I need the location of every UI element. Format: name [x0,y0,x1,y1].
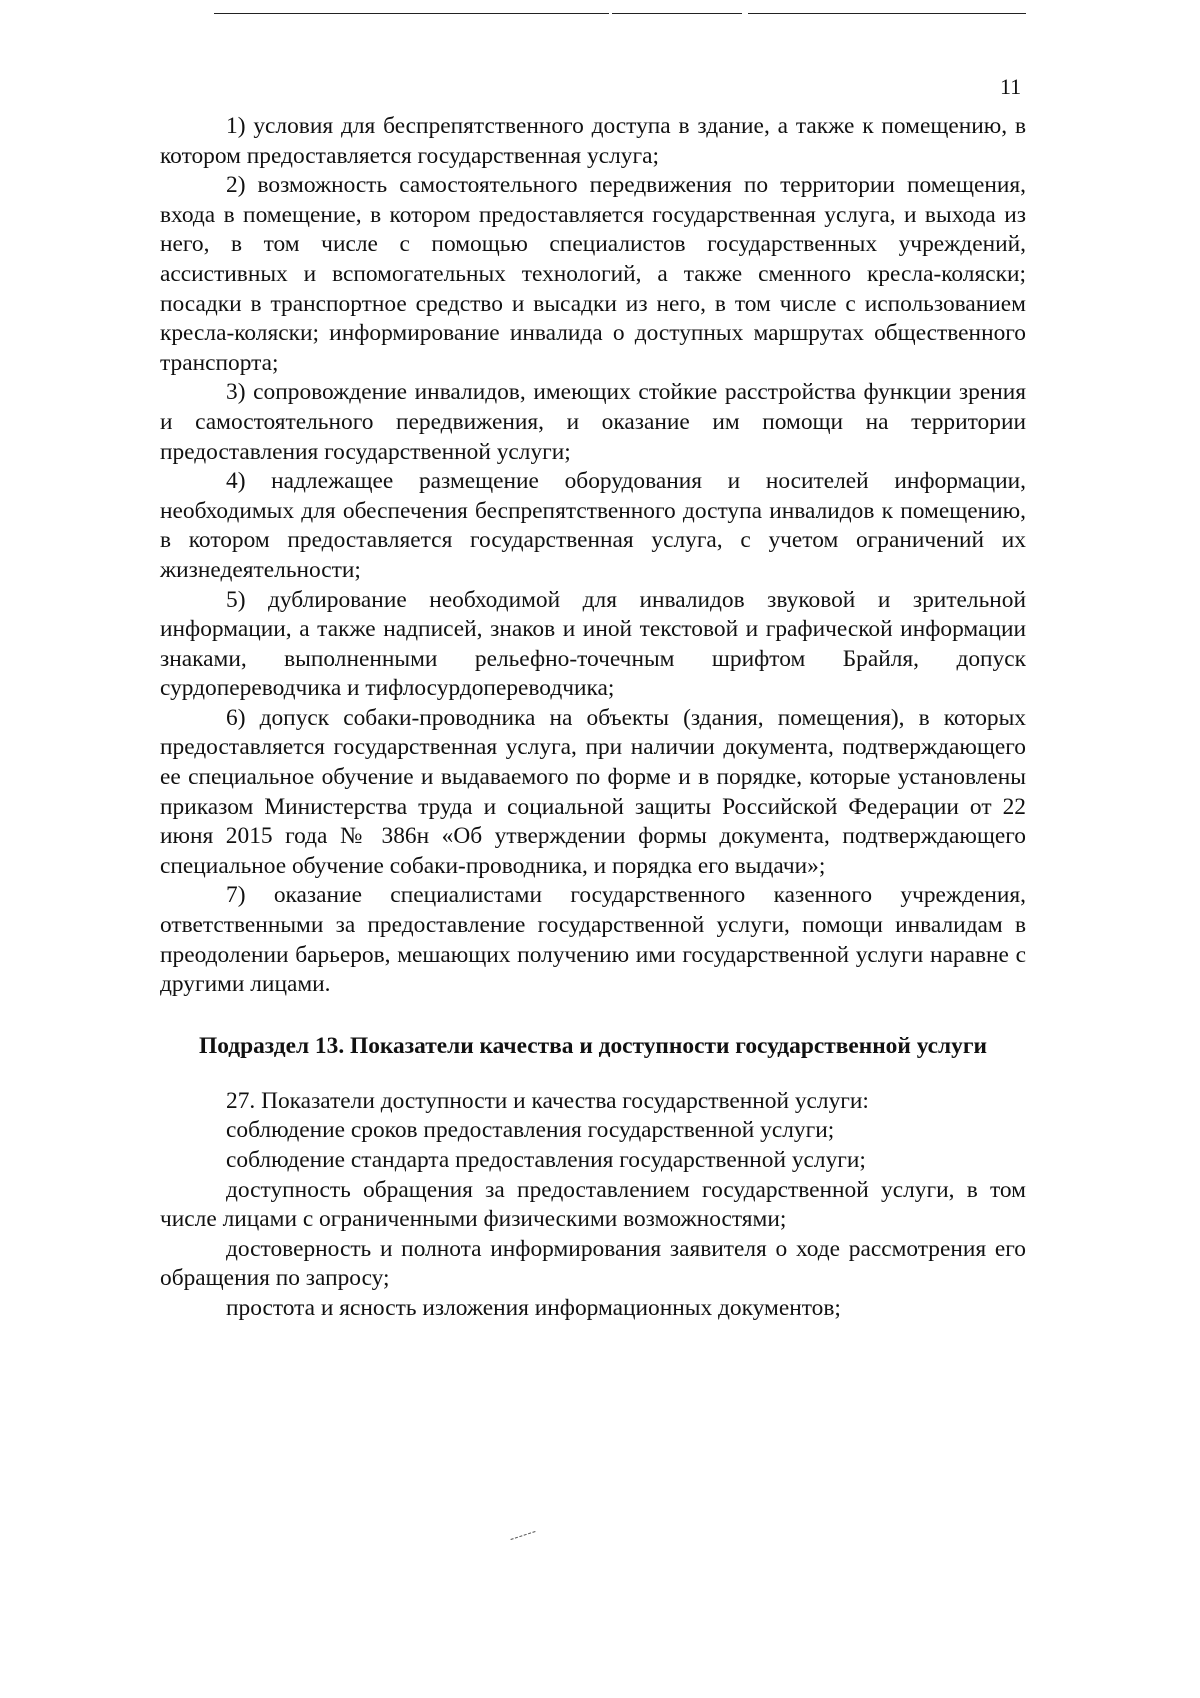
list-item-2: 2) возможность самостоятельного передвижения по территории помещения, входа в помещение, в котором предоставляется государственная услуга, и выхода из него, в том числе с помощью специалистов государственных учреждений, ассистивных и вспомогательных технологий, а также сменного кресла-коляски; посадки в транспортное средство и высадки из него, в том числе с использованием кресла-коляски; информирование инвалида о доступных маршрутах общественного транспорта; [160,172,1026,376]
section-item-standard: соблюдение стандарта предоставления государственной услуги; [226,1147,866,1173]
top-rule-middle [612,13,742,14]
section-item-informing: достоверность и полнота информирования заявителя о ходе рассмотрения его обращения по запросу; [160,1235,1026,1292]
page-number: 11 [1000,74,1022,99]
section-item-27: 27. Показатели доступности и качества государственной услуги: [226,1087,869,1114]
section-item-clarity: простота и ясность изложения информационных документов; [226,1294,841,1321]
section-item-accessibility: доступность обращения за предоставлением государственной услуги, в том числе лицами с ограниченными физическими возможностями; [160,1176,1026,1233]
scan-mark [510,1531,535,1540]
list-item-4: 4) надлежащее размещение оборудования и носителей информации, необходимых для обеспечения беспрепятственного доступа инвалидов к помещению, в котором предоставляется государственная услуга, с учетом ограничений их жизнедеятельности; [160,468,1026,583]
section-heading: Подраздел 13. Показатели качества и доступности государственной услуги [199,1032,987,1059]
list-item-7: 7) оказание специалистами государственного казенного учреждения, ответственными за предоставление государственной услуги, помощи инвалидам в преодолении барьеров, мешающих получению ими государственной услуги наравне с другими лицами. [160,882,1026,998]
list-item-5: 5) дублирование необходимой для инвалидов звуковой и зрительной информации, а также надписей, знаков и иной текстовой и графической информации знаками, выполненными рельефно-точечным шрифтом Брайля, допуск сурдопереводчика и тифлосурдопереводчика; [160,586,1026,702]
document-body [160,112,1026,1324]
top-rule-left [214,13,609,14]
list-item-1: 1) условия для беспрепятственного доступа в здание, а также к помещению, в котором предоставляется государственная услуга; [160,113,1026,169]
list-item-6: 6) допуск собаки-проводника на объекты (здания, помещения), в которых предоставляется государственная услуга, при наличии документа, подтверждающего ее специальное обучение и выдаваемого по форме и в порядке, которые установлены приказом Министерства труда и социальной защиты Российской Федерации от 22 июня 2015 года № 386н «Об утверждении формы документа, подтверждающего специальное обучение собаки-проводника, и порядка его выдачи»; [160,704,1026,879]
list-item-3: 3) сопровождение инвалидов, имеющих стойкие расстройства функции зрения и самостоятельного передвижения, и оказание им помощи на территории предоставления государственной услуги; [160,379,1026,465]
top-rule-right [748,13,1026,14]
section-item-deadlines: соблюдение сроков предоставления государственной услуги; [226,1117,835,1144]
